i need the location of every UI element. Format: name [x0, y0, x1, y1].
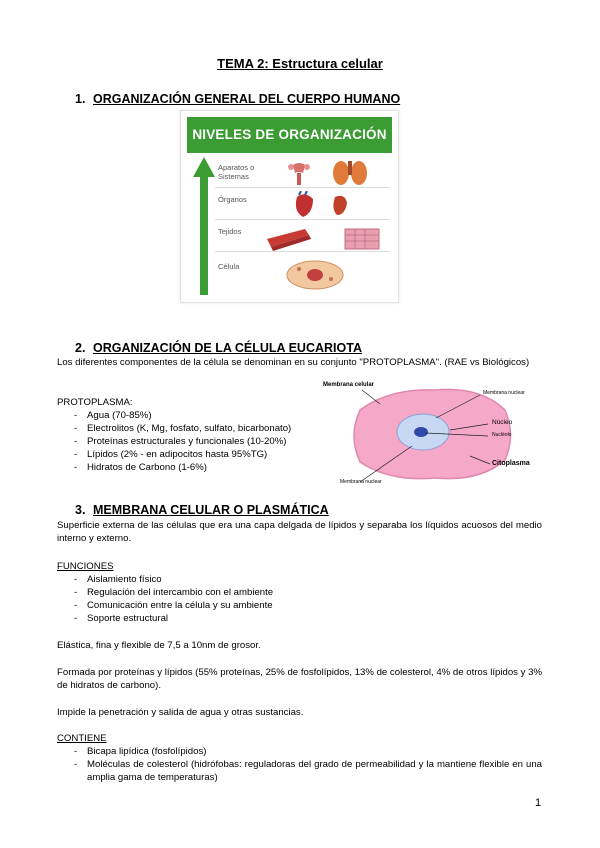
- section-2-number: 2.: [75, 341, 86, 355]
- tissues-illustration: [265, 225, 385, 253]
- list-item: - Aislamiento físico: [57, 573, 457, 586]
- label-nucleolo: Nucléolo: [492, 432, 512, 438]
- levels-of-organization-figure: [180, 110, 399, 303]
- level-label-cell: Célula: [218, 262, 240, 271]
- section-2-heading: [75, 341, 362, 355]
- section-2-title: ORGANIZACIÓN DE LA CÉLULA EUCARIOTA: [93, 341, 362, 355]
- paragraph-thickness: Elástica, fina y flexible de 7,5 a 10nm de grosor.: [57, 640, 261, 651]
- section-1-title: ORGANIZACIÓN GENERAL DEL CUERPO HUMANO: [93, 92, 401, 106]
- list-item: - Hidratos de Carbono (1-6%): [57, 461, 327, 474]
- organs-illustration: [291, 191, 381, 219]
- level-label-organs: Órganos: [218, 195, 247, 204]
- section-3-title: MEMBRANA CELULAR O PLASMÁTICA: [93, 503, 329, 517]
- list-item: - Agua (70-85%): [57, 409, 327, 422]
- level-label-systems: Aparatos o Sistemas: [218, 163, 255, 181]
- page-title: TEMA 2: Estructura celular: [217, 56, 383, 71]
- label-membrana-nuclear-top: Membrana nuclear: [483, 390, 525, 396]
- list-item: - Regulación del intercambio con el ambiente: [57, 586, 457, 599]
- funciones-label: FUNCIONES: [57, 561, 114, 572]
- label-membrana-nuclear-bottom: Membrana nuclear: [340, 479, 382, 485]
- level-divider: [215, 187, 390, 188]
- list-item: - Bicapa lipídica (fosfolípidos): [57, 745, 542, 758]
- paragraph-impermeability: Impide la penetración y salida de agua y otras sustancias.: [57, 707, 304, 718]
- up-arrow-icon: [193, 157, 215, 297]
- section-1-heading: [75, 92, 400, 106]
- levels-banner: NIVELES DE ORGANIZACIÓN: [187, 117, 392, 153]
- label-membrana-celular: Membrana celular: [323, 382, 375, 388]
- section-3-intro: Superficie externa de las células que era una capa delgada de lípidos y separaba los líquidos acuosos del medio interno y externo.: [57, 520, 542, 544]
- section-1-number: 1.: [75, 92, 86, 106]
- protoplasma-label: PROTOPLASMA:: [57, 397, 133, 408]
- level-label-tissues: Tejidos: [218, 227, 242, 236]
- label-nucleo: Núcleo: [492, 419, 513, 426]
- section-2-intro: Los diferentes componentes de la célula se denominan en su conjunto "PROTOPLASMA". (RAE vs Biológicos): [57, 357, 530, 368]
- list-item: - Soporte estructural: [57, 612, 457, 625]
- contiene-list: [57, 745, 542, 784]
- paragraph-composition: Formada por proteínas y lípidos (55% proteínas, 25% de fosfolípidos, 13% de colesterol, 4% de otros lípidos y 3% de hidratos de carbono).: [57, 667, 542, 691]
- level-divider: [215, 219, 390, 220]
- organ-systems-illustration: [285, 159, 385, 187]
- list-item: - Proteínas estructurales y funcionales (10-20%): [57, 435, 327, 448]
- page-number: 1: [535, 797, 542, 809]
- list-item: - Comunicación entre la célula y su ambiente: [57, 599, 457, 612]
- funciones-list: [57, 573, 457, 625]
- cell-illustration: [285, 259, 345, 291]
- list-item: - Lípidos (2% - en adipocitos hasta 95%TG): [57, 448, 327, 461]
- nucleolus-shape: [414, 427, 428, 437]
- section-3-number: 3.: [75, 503, 86, 517]
- label-citoplasma: Citoplasma: [492, 460, 530, 467]
- list-item: - Electrolitos (K, Mg, fosfato, sulfato, bicarbonato): [57, 422, 327, 435]
- protoplasma-list: [57, 409, 327, 474]
- list-item: - Moléculas de colesterol (hidrófobas: reguladoras del grado de permeabilidad y la mantiene flexible en una amplia gama de temperaturas): [57, 758, 542, 784]
- contiene-label: CONTIENE: [57, 733, 107, 744]
- section-3-heading: [75, 503, 329, 517]
